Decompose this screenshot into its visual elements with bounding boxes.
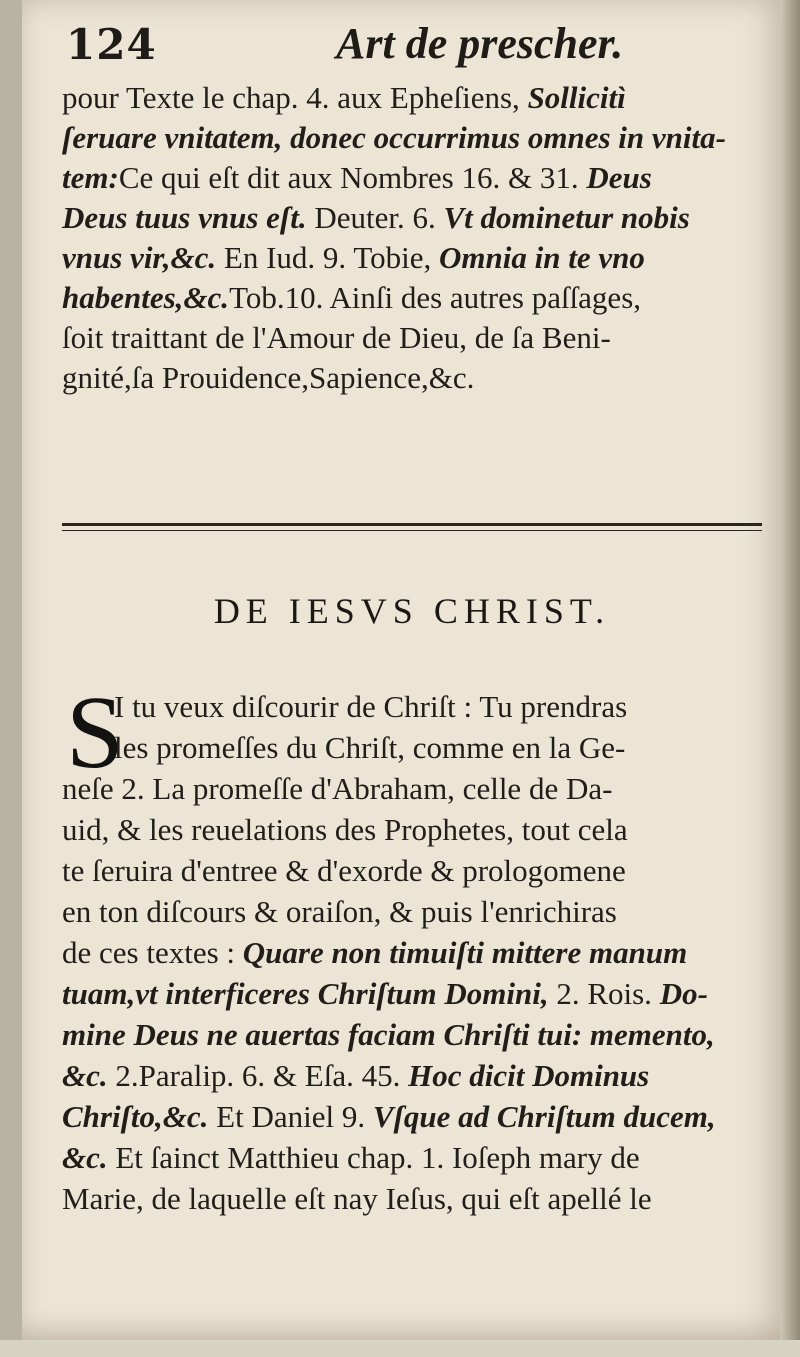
text-line bbox=[62, 198, 762, 238]
drop-cap: S bbox=[66, 675, 124, 790]
text-run: de ces textes : bbox=[62, 935, 243, 970]
text-run: en ton diſcours & oraiſon, & puis l'enrichiras bbox=[62, 894, 617, 929]
italic-latin-run: &c. bbox=[62, 1140, 108, 1175]
text-run: gnité,ſa Prouidence,Sapience,&c. bbox=[62, 360, 475, 395]
text-line bbox=[62, 1096, 762, 1137]
text-line bbox=[62, 318, 762, 358]
italic-latin-run: vnus vir,&c. bbox=[62, 240, 217, 275]
italic-latin-run: &c. bbox=[62, 1058, 108, 1093]
page-header bbox=[66, 18, 766, 78]
text-line bbox=[62, 809, 762, 850]
section-title: DE IESVS CHRIST. bbox=[213, 591, 611, 631]
italic-latin-run: Deus tuus vnus eſt. bbox=[62, 200, 307, 235]
text-line bbox=[62, 1014, 762, 1055]
text-run: Ce qui eſt dit aux Nombres 16. & 31. bbox=[118, 160, 587, 195]
text-run: Et Daniel 9. bbox=[208, 1099, 373, 1134]
text-run: ſoit traittant de l'Amour de Dieu, de ſa Beni- bbox=[62, 320, 611, 355]
text-line bbox=[62, 118, 762, 158]
paragraph-texte bbox=[62, 78, 762, 398]
italic-latin-run: Chriſto,&c. bbox=[62, 1099, 209, 1134]
text-line bbox=[62, 238, 762, 278]
text-line bbox=[62, 891, 762, 932]
text-run: En Iud. 9. Tobie, bbox=[216, 240, 439, 275]
text-line bbox=[62, 1137, 762, 1178]
text-line bbox=[62, 78, 762, 118]
italic-latin-run: Quare non timuiſti mittere manum bbox=[242, 935, 688, 970]
text-line bbox=[62, 932, 762, 973]
text-line bbox=[62, 850, 762, 891]
paragraph-christ bbox=[62, 675, 762, 1219]
italic-latin-run: habentes,&c. bbox=[62, 280, 230, 315]
page-edge-shadow bbox=[780, 0, 800, 1357]
text-run: les promeſſes du Chriſt, comme en la Ge- bbox=[114, 730, 626, 765]
text-run: 2. Rois. bbox=[548, 976, 660, 1011]
running-title: Art de prescher. bbox=[336, 19, 624, 68]
italic-latin-run: Hoc dicit Dominus bbox=[408, 1058, 650, 1093]
text-line bbox=[62, 158, 762, 198]
italic-latin-run: ſeruare vnitatem, donec occurrimus omnes in vnita- bbox=[62, 120, 726, 155]
text-run: I tu veux diſcourir de Chriſt : Tu prendras bbox=[114, 689, 628, 724]
text-run: Marie, de laquelle eſt nay Ieſus, qui eſt apellé le bbox=[62, 1181, 652, 1216]
text-line bbox=[62, 1055, 762, 1096]
text-line bbox=[62, 358, 762, 398]
italic-latin-run: Deus bbox=[586, 160, 652, 195]
text-run: te ſeruira d'entree & d'exorde & prologomene bbox=[62, 853, 626, 888]
text-run: Tob.10. Ainſi des autres paſſages, bbox=[229, 280, 642, 315]
text-run: Deuter. 6. bbox=[306, 200, 444, 235]
book-page bbox=[22, 0, 786, 1340]
text-run: Et ſainct Matthieu chap. 1. Ioſeph mary de bbox=[107, 1140, 640, 1175]
ornamental-rule bbox=[62, 523, 762, 531]
text-line bbox=[62, 727, 762, 768]
italic-latin-run: Vſque ad Chriſtum ducem, bbox=[372, 1099, 716, 1134]
italic-latin-run: Vt dominetur nobis bbox=[443, 200, 690, 235]
italic-latin-run: mine Deus ne auertas faciam Chriſti tui: memento, bbox=[62, 1017, 715, 1052]
text-line bbox=[62, 686, 762, 727]
italic-latin-run: Do- bbox=[659, 976, 708, 1011]
italic-latin-run: tuam,vt interficeres Chriſtum Domini, bbox=[62, 976, 549, 1011]
text-run: pour Texte le chap. 4. aux Epheſiens, bbox=[62, 80, 528, 115]
text-line bbox=[62, 278, 762, 318]
text-run: 2.Paralip. 6. & Eſa. 45. bbox=[107, 1058, 409, 1093]
italic-latin-run: Omnia in te vno bbox=[439, 240, 645, 275]
page-number: 124 bbox=[66, 20, 157, 69]
italic-latin-run: tem: bbox=[62, 160, 119, 195]
page-bottom-edge bbox=[0, 1340, 800, 1357]
italic-latin-run: Sollicitì bbox=[527, 80, 626, 115]
text-line bbox=[62, 973, 762, 1014]
text-run: neſe 2. La promeſſe d'Abraham, celle de Da- bbox=[62, 771, 613, 806]
text-line bbox=[62, 768, 762, 809]
text-run: uid, & les reuelations des Prophetes, tout cela bbox=[62, 812, 628, 847]
text-line bbox=[62, 1178, 762, 1219]
